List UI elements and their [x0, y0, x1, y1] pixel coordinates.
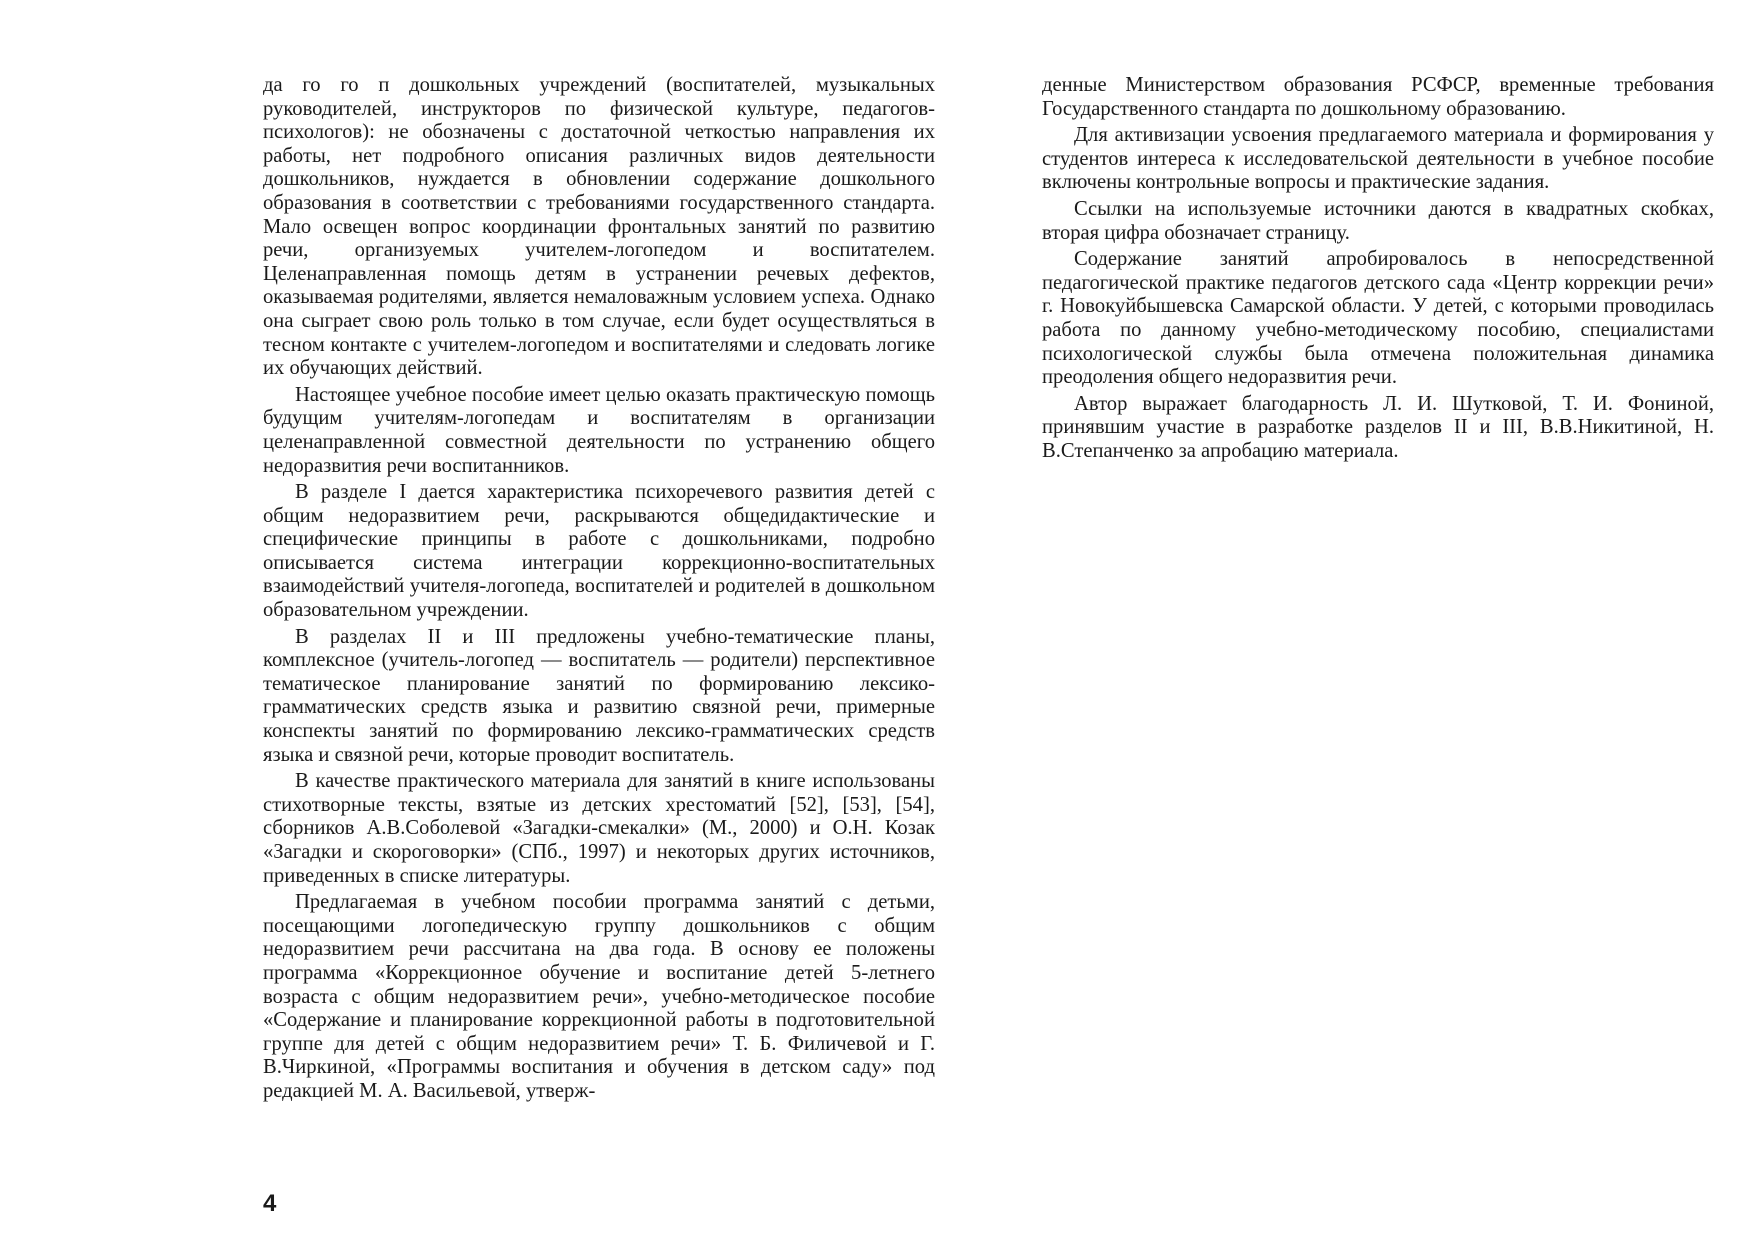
paragraph-practical-material: В качестве практического материала для занятий в книге использованы стихотворные тексты, взятые из детских хрестоматий [52], [53], [54], сборников А.В.Соболевой «Загадки-смекалки» (М., 2000) и О.Н. Козак «Загадки и скороговорки» (СПб., 1997) и некоторых других источников, приведенных в списке литературы.	[263, 770, 935, 887]
paragraph-staff-continuation: да го го п дошкольных учреждений (воспитателей, музыкальных руководителей, инструкторов по физической культуре, педагогов-психологов): не обозначены с достаточной четкостью направления их работы, нет подробного описания различных видов деятельности дошкольников, нуждается в обновлении содержание дошкольного образования в соответствии с требованиями государственного стандарта. Мало освещен вопрос координации фронтальных занятий по развитию речи, организуемых учителем-логопедом и воспитателем. Целенаправленная помощь детям в устранении речевых дефектов, оказываемая родителями, является немаловажным условием успеха. Однако она сыграет свою роль только в том случае, если будет осуществляться в тесном контакте с учителем-логопедом и воспитателями и следовать логике их обучающих действий.	[263, 74, 935, 380]
paragraph-approbation: Содержание занятий апробировалось в непосредственной педагогической практике педагогов детского сада «Центр коррекции речи» г. Новокуйбышевска Самарской области. У детей, с которыми проводилась работа по данному учебно-методическому пособию, специалистами психологической службы была отмечена положительная динамика преодоления общего недоразвития речи.	[1042, 248, 1714, 389]
paragraph-references-note: Ссылки на используемые источники даются в квадратных скобках, вторая цифра обозначает страницу.	[1042, 197, 1714, 244]
paragraph-purpose: Настоящее учебное пособие имеет целью оказать практическую помощь будущим учителям-логопедам и воспитателям в организации целенаправленной совместной деятельности по устранению общего недоразвития речи воспитанников.	[263, 383, 935, 477]
left-text-column	[263, 74, 935, 1107]
paragraph-section-one: В разделе I дается характеристика психоречевого развития детей с общим недоразвитием речи, раскрываются общедидактические и специфические принципы в работе с дошкольниками, подробно описывается система интеграции коррекционно-воспитательных взаимодействий учителя-логопеда, воспитателей и родителей в дошкольном образовательном учреждении.	[263, 481, 935, 622]
paragraph-sections-two-three: В разделах II и III предложены учебно-тематические планы, комплексное (учитель-логопед — воспитатель — родители) перспективное тематическое планирование занятий по формированию лексико-грамматических средств языка и развитию связной речи, примерные конспекты занятий по формированию лексико-грамматических средств языка и связной речи, которые проводит воспитатель.	[263, 625, 935, 766]
page-number: 4	[263, 1190, 277, 1217]
paragraph-program-continuation: денные Министерством образования РСФСР, временные требования Государственного стандарта по дошкольному образованию.	[1042, 74, 1714, 120]
paragraph-acknowledgements: Автор выражает благодарность Л. И. Шутковой, Т. И. Фониной, принявшим участие в разработке разделов II и III, В.В.Никитиной, Н. В.Степанченко за апробацию материала.	[1042, 392, 1714, 462]
paragraph-activation: Для активизации усвоения предлагаемого материала и формирования у студентов интереса к исследовательской деятельности в учебное пособие включены контрольные вопросы и практические задания.	[1042, 124, 1714, 194]
right-text-column	[1042, 74, 1714, 467]
paragraph-program: Предлагаемая в учебном пособии программа занятий с детьми, посещающими логопедическую группу дошкольников с общим недоразвитием речи рассчитана на два года. В основу ее положены программа «Коррекционное обучение и воспитание детей 5-летнего возраста с общим недоразвитием речи», учебно-методическое пособие «Содержание и планирование коррекционной работы в подготовительной группе для детей с общим недоразвитием речи» Т. Б. Филичевой и Г. В.Чиркиной, «Программы воспитания и обучения в детском саду» под редакцией М. А. Васильевой, утверж-	[263, 891, 935, 1102]
